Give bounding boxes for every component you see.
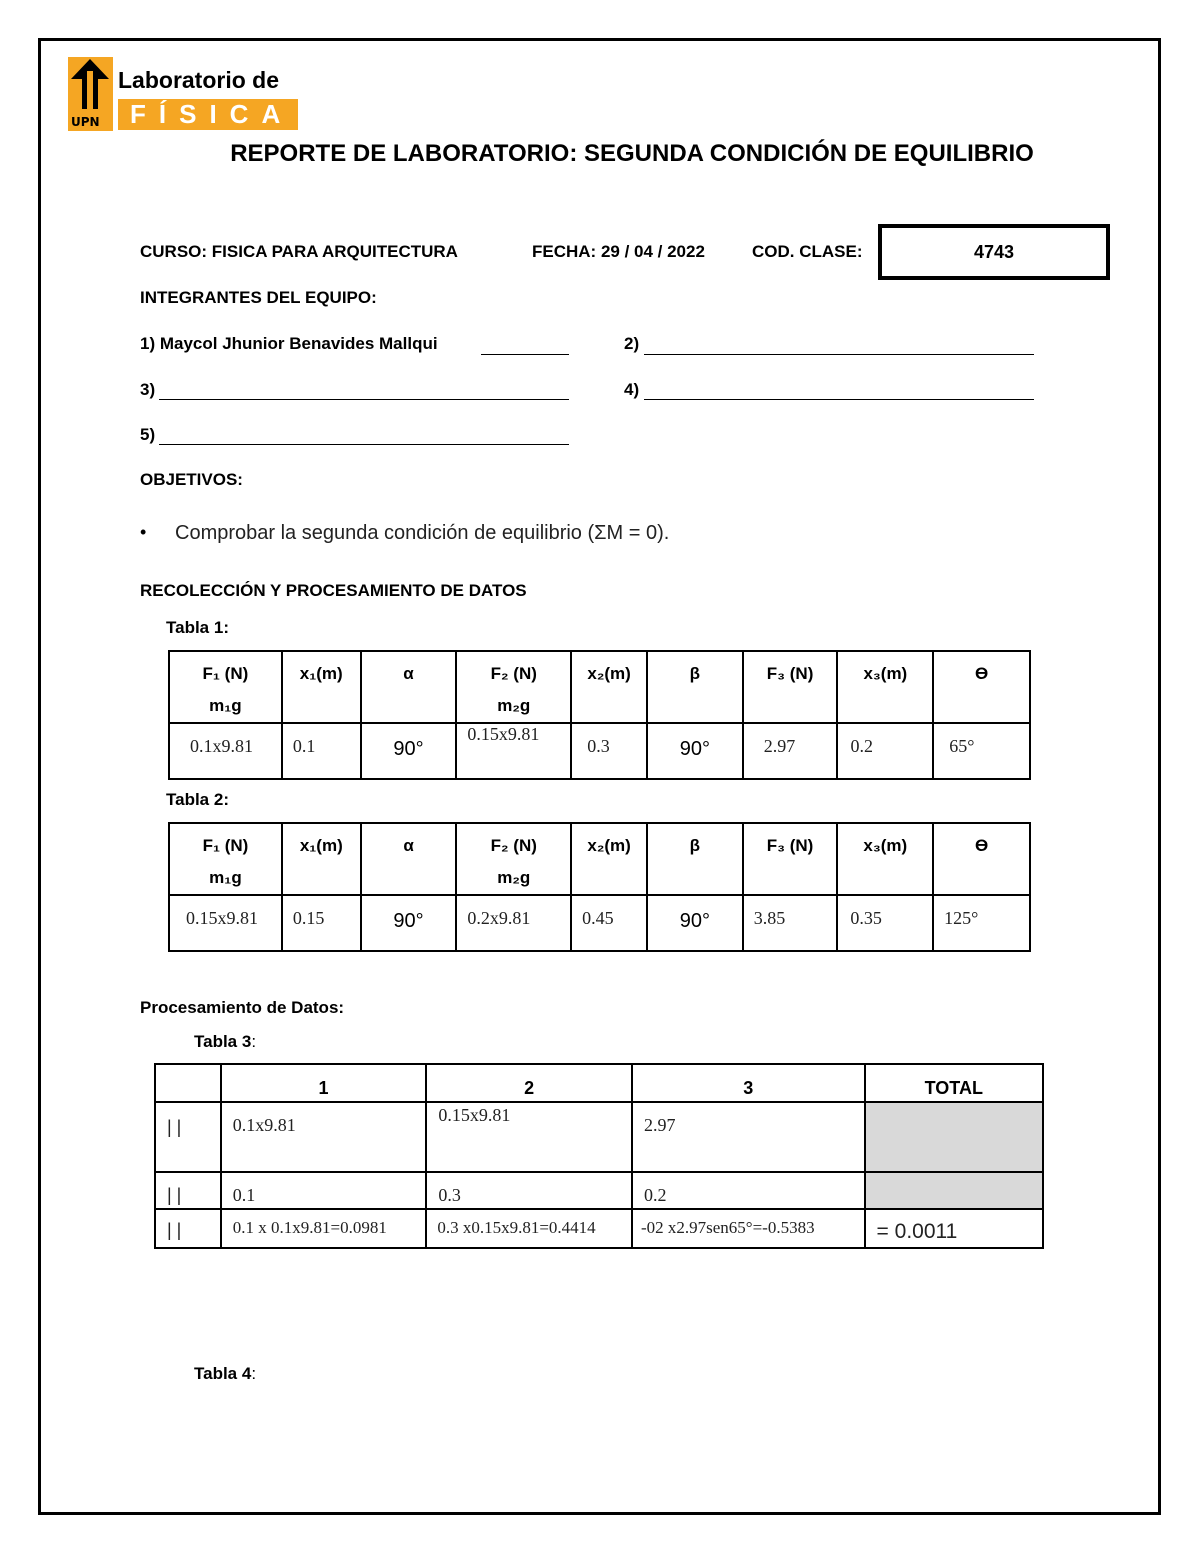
tabla3-colon: : bbox=[251, 1032, 257, 1051]
cod-clase-label: COD. CLASE: bbox=[752, 242, 863, 261]
header-beta: β bbox=[647, 823, 743, 895]
t3-r3-total: = 0.0011 bbox=[865, 1209, 1043, 1248]
t3-header-3: 3 bbox=[632, 1064, 865, 1102]
header-beta: β bbox=[647, 651, 743, 723]
curso-label: CURSO: FISICA PARA ARQUITECTURA bbox=[140, 242, 458, 261]
t2-x1: 0.15 bbox=[282, 895, 361, 951]
upn-brand: UPN bbox=[71, 115, 100, 129]
member-5: 5) bbox=[140, 425, 156, 444]
header-f1: F₁ (N) m₁g bbox=[169, 651, 282, 723]
t2-beta: 90° bbox=[647, 895, 743, 951]
header-theta: Ө bbox=[933, 823, 1030, 895]
fecha-label: FECHA: 29 / 04 / 2022 bbox=[532, 242, 705, 261]
logo-title: Laboratorio de bbox=[118, 67, 280, 93]
header-f2: F₂ (N) m₂g bbox=[456, 823, 571, 895]
header-theta: Ө bbox=[933, 651, 1030, 723]
header-x3: x₃(m) bbox=[837, 651, 933, 723]
t3-r3-c3: -02 x2.97sen65°=-0.5383 bbox=[632, 1209, 865, 1248]
member-3-line bbox=[159, 399, 569, 400]
t3-r1-label: | | bbox=[155, 1102, 221, 1172]
t2-f2: 0.2x9.81 bbox=[456, 895, 571, 951]
header-x2: x₂(m) bbox=[571, 651, 647, 723]
t3-r3-label: | | bbox=[155, 1209, 221, 1248]
t2-f3: 3.85 bbox=[743, 895, 838, 951]
t1-f1: 0.1x9.81 bbox=[169, 723, 282, 779]
tabla3 bbox=[154, 1063, 1044, 1249]
header-alpha: α bbox=[361, 823, 457, 895]
tabla1-header-row bbox=[169, 651, 1030, 723]
tabla4-colon: : bbox=[251, 1364, 257, 1383]
header-x2: x₂(m) bbox=[571, 823, 647, 895]
header-x1: x₁(m) bbox=[282, 823, 361, 895]
t1-f3: 2.97 bbox=[743, 723, 838, 779]
t3-r1-total bbox=[865, 1102, 1043, 1172]
header-x1: x₁(m) bbox=[282, 651, 361, 723]
member-1: 1) Maycol Jhunior Benavides Mallqui bbox=[140, 334, 438, 353]
tabla4-label: Tabla 4 bbox=[194, 1364, 252, 1383]
t3-r1-c2: 0.15x9.81 bbox=[426, 1102, 632, 1172]
logo-subtitle: FÍSICA bbox=[130, 99, 294, 129]
t3-header-total: TOTAL bbox=[865, 1064, 1043, 1102]
member-5-line bbox=[159, 444, 569, 445]
tabla3-label-wrap bbox=[194, 1032, 256, 1052]
cod-clase-value: 4743 bbox=[878, 224, 1110, 280]
t1-theta: 65° bbox=[933, 723, 1030, 779]
processing-heading: Procesamiento de Datos: bbox=[140, 998, 345, 1017]
objective-text: Comprobar la segunda condición de equilibrio (ΣM = 0). bbox=[175, 522, 670, 544]
team-heading: INTEGRANTES DEL EQUIPO: bbox=[140, 288, 377, 307]
t3-r2-c1: 0.1 bbox=[221, 1172, 427, 1209]
data-section-heading: RECOLECCIÓN Y PROCESAMIENTO DE DATOS bbox=[140, 581, 527, 600]
t3-r2-c2: 0.3 bbox=[426, 1172, 632, 1209]
tabla3-header-row bbox=[155, 1064, 1043, 1102]
t1-x2: 0.3 bbox=[571, 723, 647, 779]
table-row bbox=[155, 1172, 1043, 1209]
t3-r2-total bbox=[865, 1172, 1043, 1209]
t1-beta: 90° bbox=[647, 723, 743, 779]
t2-theta: 125° bbox=[933, 895, 1030, 951]
member-4: 4) bbox=[624, 380, 640, 399]
tabla1-label: Tabla 1: bbox=[166, 618, 229, 637]
t3-r1-c3: 2.97 bbox=[632, 1102, 865, 1172]
tabla2-header-row bbox=[169, 823, 1030, 895]
tabla2-label: Tabla 2: bbox=[166, 790, 229, 809]
header-alpha: α bbox=[361, 651, 457, 723]
bullet-icon: • bbox=[140, 522, 147, 542]
member-3: 3) bbox=[140, 380, 156, 399]
objectives-heading: OBJETIVOS: bbox=[140, 470, 243, 489]
t1-x1: 0.1 bbox=[282, 723, 361, 779]
table-row bbox=[155, 1209, 1043, 1248]
header-f3: F₃ (N) bbox=[743, 823, 838, 895]
tabla2 bbox=[168, 822, 1031, 952]
t3-header-1: 1 bbox=[221, 1064, 427, 1102]
t3-r3-c1: 0.1 x 0.1x9.81=0.0981 bbox=[221, 1209, 427, 1248]
header-f2: F₂ (N) m₂g bbox=[456, 651, 571, 723]
t3-r3-c2: 0.3 x0.15x9.81=0.4414 bbox=[426, 1209, 632, 1248]
member-1-line bbox=[481, 354, 569, 355]
t3-r2-label: | | bbox=[155, 1172, 221, 1209]
upn-logo-mark bbox=[68, 57, 113, 131]
t2-x3: 0.35 bbox=[837, 895, 933, 951]
member-2-line bbox=[644, 354, 1034, 355]
t3-r1-c1: 0.1x9.81 bbox=[221, 1102, 427, 1172]
header-x3: x₃(m) bbox=[837, 823, 933, 895]
t3-r2-c3: 0.2 bbox=[632, 1172, 865, 1209]
t1-alpha: 90° bbox=[361, 723, 457, 779]
header-f3: F₃ (N) bbox=[743, 651, 838, 723]
tabla1 bbox=[168, 650, 1031, 780]
header-f1: F₁ (N) m₁g bbox=[169, 823, 282, 895]
tabla4-label-wrap bbox=[194, 1364, 256, 1384]
table-row bbox=[155, 1102, 1043, 1172]
lab-logo bbox=[68, 57, 300, 131]
t2-x2: 0.45 bbox=[571, 895, 647, 951]
t3-header-2: 2 bbox=[426, 1064, 632, 1102]
tabla1-data-row bbox=[169, 723, 1030, 779]
tabla3-label: Tabla 3 bbox=[194, 1032, 252, 1051]
t3-header-0 bbox=[155, 1064, 221, 1102]
tabla2-data-row bbox=[169, 895, 1030, 951]
t1-f2: 0.15x9.81 bbox=[456, 723, 571, 779]
t1-x3: 0.2 bbox=[837, 723, 933, 779]
t2-alpha: 90° bbox=[361, 895, 457, 951]
t2-f1: 0.15x9.81 bbox=[169, 895, 282, 951]
member-2: 2) bbox=[624, 334, 640, 353]
page-title: REPORTE DE LABORATORIO: SEGUNDA CONDICIÓN DE EQUILIBRIO bbox=[230, 140, 1034, 167]
member-4-line bbox=[644, 399, 1034, 400]
